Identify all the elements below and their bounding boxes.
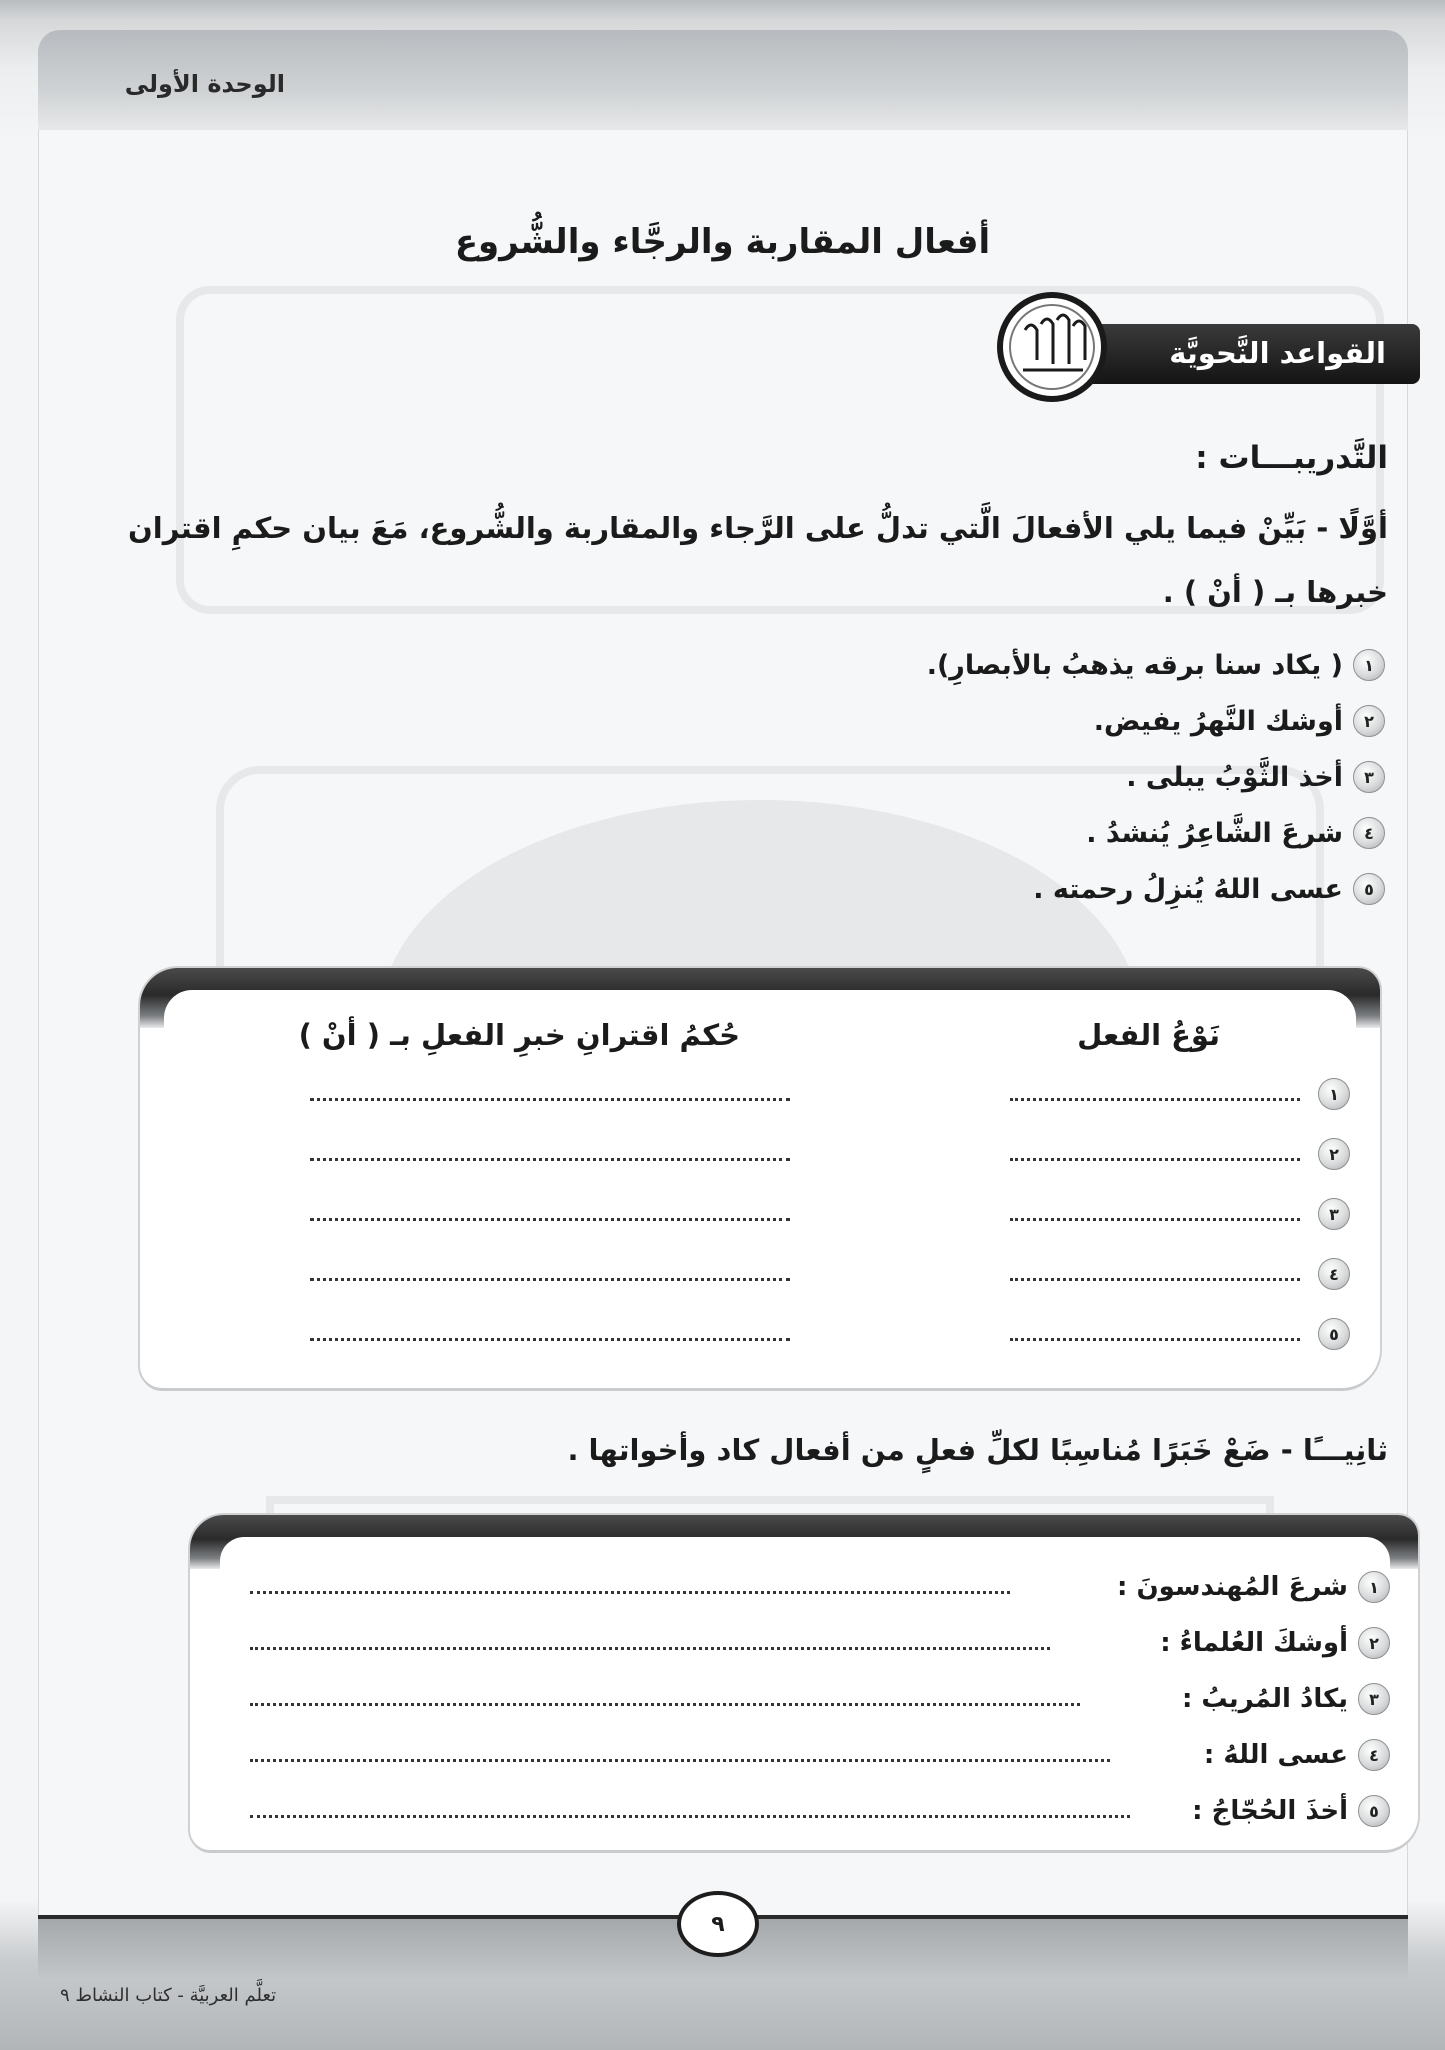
fill-item (1160, 1621, 1390, 1665)
answer-line-type[interactable] (1010, 1278, 1300, 1281)
item-text: يكادُ المُريبُ : (1181, 1684, 1348, 1714)
answer-line[interactable] (250, 1591, 1010, 1594)
answer-line-type[interactable] (1010, 1218, 1300, 1221)
fill-in-box (190, 1515, 1418, 1850)
item-number: ٣ (1358, 1683, 1390, 1715)
answer-line-type[interactable] (1010, 1098, 1300, 1101)
unit-label: الوحدة الأولى (124, 70, 285, 98)
row-number: ٥ (1318, 1318, 1350, 1350)
answer-table (140, 968, 1380, 1388)
answer-line[interactable] (250, 1703, 1080, 1706)
answer-line-ruling[interactable] (310, 1098, 790, 1101)
page-number: ٩ (677, 1891, 759, 1957)
list-item (1094, 699, 1385, 743)
item-text: أوشكَ العُلماءُ : (1160, 1628, 1348, 1658)
answer-line[interactable] (250, 1759, 1110, 1762)
answer-line[interactable] (250, 1815, 1130, 1818)
item-number: ٣ (1353, 761, 1385, 793)
list-item (1033, 867, 1385, 911)
item-text: أخذ الثَّوْبُ يبلى . (1126, 761, 1343, 793)
fill-item (1192, 1789, 1390, 1833)
answer-line-ruling[interactable] (310, 1158, 790, 1161)
item-text: عسى اللهُ يُنزِلُ رحمته . (1033, 873, 1343, 905)
answer-line[interactable] (250, 1647, 1050, 1650)
answer-line-type[interactable] (1010, 1158, 1300, 1161)
item-text: أوشك النَّهرُ يفيض. (1093, 705, 1343, 737)
item-text: شرعَ المُهندسونَ : (1117, 1572, 1348, 1602)
fill-item (1182, 1677, 1390, 1721)
book-emblem-icon (995, 290, 1110, 405)
item-text: شرعَ الشَّاعِرُ يُنشدُ . (1086, 817, 1343, 849)
answer-line-ruling[interactable] (310, 1338, 790, 1341)
column-header-ruling: حُكمُ اقترانِ خبرِ الفعلِ بـ ( أنْ ) (298, 1018, 740, 1052)
fill-in-tab (190, 1515, 1418, 1569)
question-one-line1: أوَّلًا - بَيِّنْ فيما يلي الأفعالَ الَّتي تدلُّ على الرَّجاء والمقاربة والشُّروع، مَعَ بيان حكمِ اقتران (128, 511, 1388, 545)
answer-line-ruling[interactable] (310, 1218, 790, 1221)
item-number: ١ (1353, 649, 1385, 681)
item-number: ٢ (1353, 705, 1385, 737)
item-text: عسى اللهُ : (1203, 1740, 1348, 1770)
answer-line-ruling[interactable] (310, 1278, 790, 1281)
item-text: ( يكاد سنا برقه يذهبُ بالأبصارِ). (926, 649, 1343, 681)
page-title: أفعال المقاربة والرجَّاء والشُّروع (454, 222, 991, 262)
question-one-line2: خبرها بـ ( أنْ ) . (1162, 575, 1388, 609)
column-header-verb-type: نَوْعُ الفعل (1077, 1018, 1220, 1052)
fill-item (1117, 1565, 1390, 1609)
rules-banner-label: القواعد النَّحويَّة (1169, 336, 1386, 370)
row-number: ٤ (1318, 1258, 1350, 1290)
list-item (1086, 811, 1385, 855)
item-text: أخذَ الحُجّاجُ : (1192, 1796, 1348, 1826)
item-number: ٥ (1353, 873, 1385, 905)
item-number: ٤ (1358, 1739, 1390, 1771)
book-title: تعلَّم العربيَّة - كتاب النشاط ٩ (60, 1985, 277, 2006)
fill-item (1204, 1733, 1390, 1777)
question-two: ثانِيـــًا - ضَعْ خَبَرًا مُناسِبًا لكلِّ فعلٍ من أفعال كاد وأخواتها . (567, 1433, 1388, 1467)
item-number: ٥ (1358, 1795, 1390, 1827)
item-number: ١ (1358, 1571, 1390, 1603)
item-number: ٤ (1353, 817, 1385, 849)
item-number: ٢ (1358, 1627, 1390, 1659)
list-item (927, 643, 1385, 687)
list-item (1126, 755, 1385, 799)
row-number: ١ (1318, 1078, 1350, 1110)
exercises-heading: التَّدريبـــات : (1195, 440, 1388, 476)
row-number: ٢ (1318, 1138, 1350, 1170)
answer-line-type[interactable] (1010, 1338, 1300, 1341)
row-number: ٣ (1318, 1198, 1350, 1230)
